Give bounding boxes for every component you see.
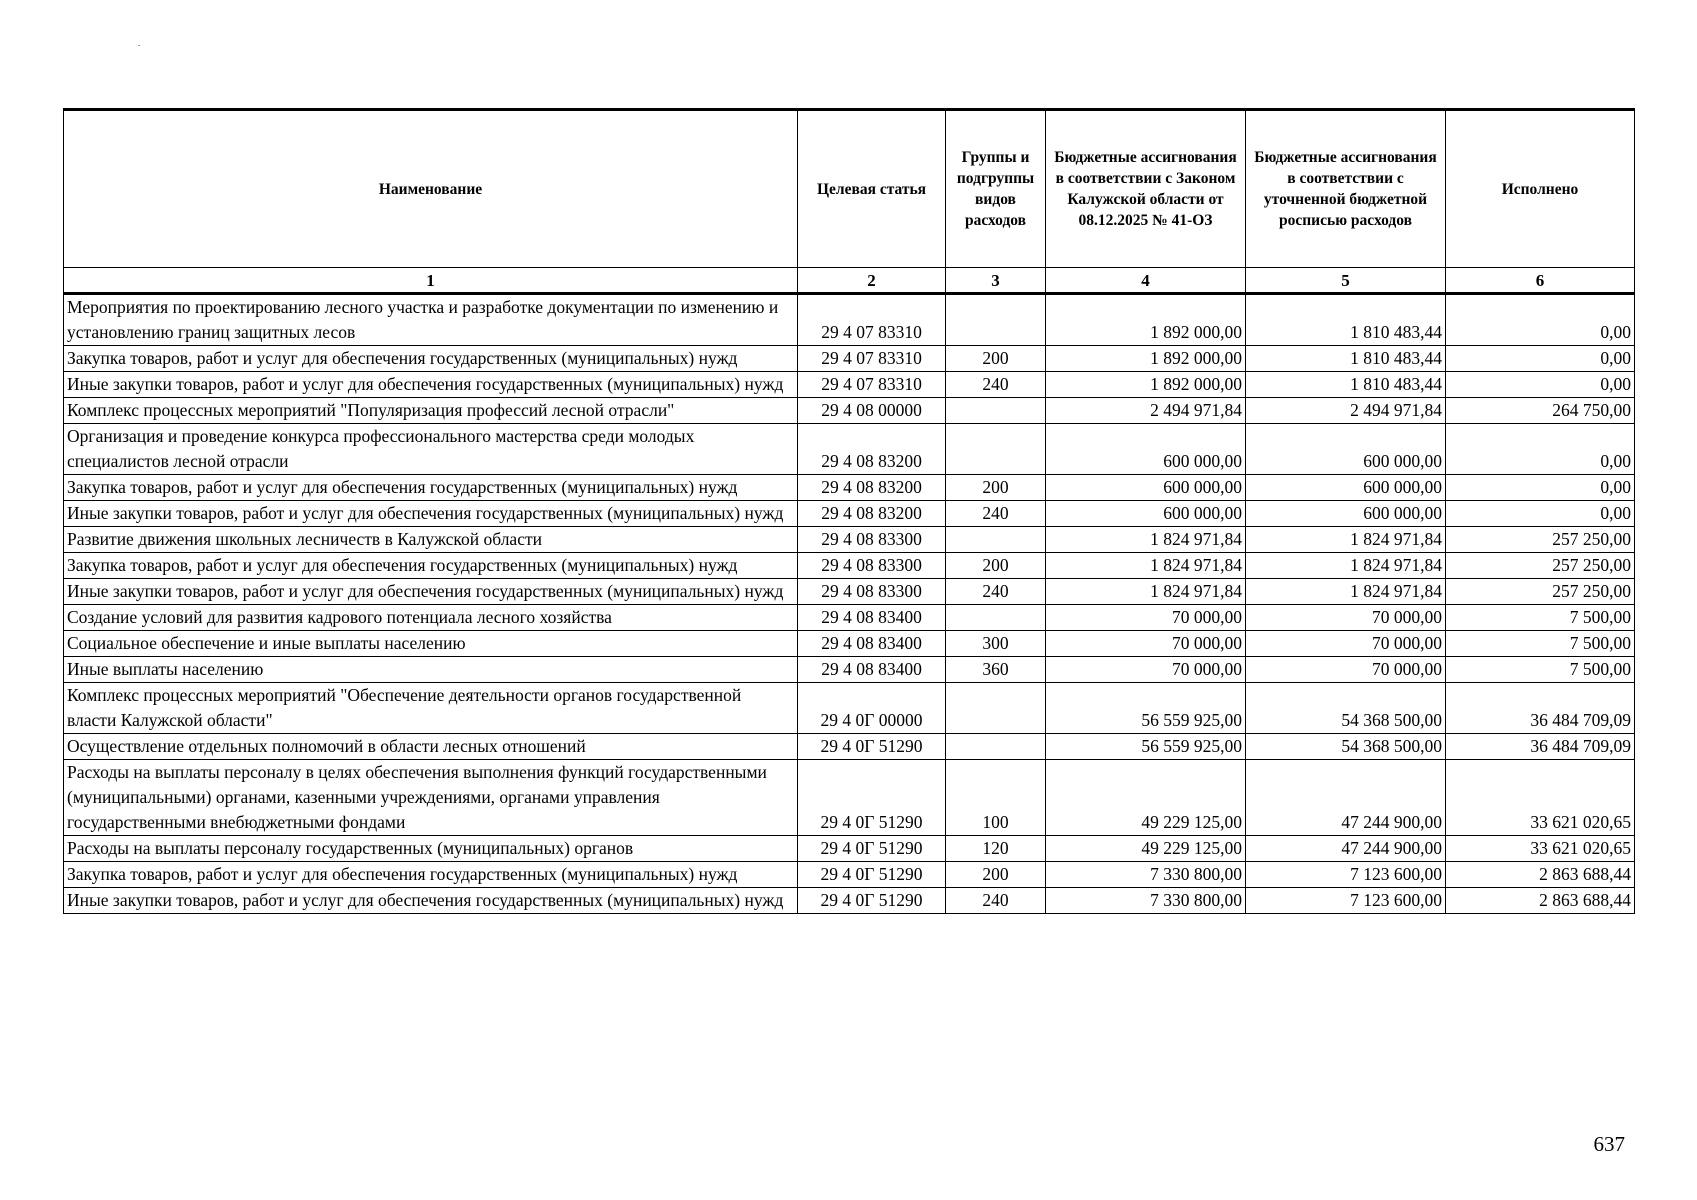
row-expense-group: 200 (946, 475, 1046, 501)
row-law-allocation: 2 494 971,84 (1046, 398, 1246, 424)
table-row (64, 760, 1635, 836)
row-law-allocation: 70 000,00 (1046, 657, 1246, 683)
row-expense-group: 240 (946, 372, 1046, 398)
table-row (64, 888, 1635, 914)
row-target-article: 29 4 0Г 51290 (798, 836, 946, 862)
table-row (64, 372, 1635, 398)
row-name: Мероприятия по проектированию лесного участка и разработке документации по изменению и установлению границ защитных лесов (64, 294, 798, 346)
row-expense-group: 200 (946, 862, 1046, 888)
page-number: 637 (1593, 1132, 1625, 1156)
row-executed: 33 621 020,65 (1446, 760, 1635, 836)
row-law-allocation: 600 000,00 (1046, 475, 1246, 501)
row-refined-allocation: 1 810 483,44 (1246, 346, 1446, 372)
header-expense-groups: Группы и подгруппы видов расходов (946, 110, 1046, 268)
column-number-row (64, 268, 1635, 294)
row-expense-group: 240 (946, 579, 1046, 605)
scan-speck (138, 45, 140, 46)
row-target-article: 29 4 08 83200 (798, 424, 946, 475)
row-refined-allocation: 47 244 900,00 (1246, 836, 1446, 862)
row-name: Иные закупки товаров, работ и услуг для обеспечения государственных (муниципальных) нужд (64, 888, 798, 914)
row-refined-allocation: 54 368 500,00 (1246, 683, 1446, 734)
row-target-article: 29 4 08 83400 (798, 657, 946, 683)
header-target-article: Целевая статья (798, 110, 946, 268)
row-target-article: 29 4 07 83310 (798, 294, 946, 346)
table-row (64, 346, 1635, 372)
table-row (64, 398, 1635, 424)
row-executed: 2 863 688,44 (1446, 862, 1635, 888)
row-expense-group (946, 605, 1046, 631)
row-target-article: 29 4 0Г 00000 (798, 683, 946, 734)
row-refined-allocation: 1 810 483,44 (1246, 294, 1446, 346)
row-name: Расходы на выплаты персоналу в целях обеспечения выполнения функций государственными (муниципальными) органами, казенными учреждениями, органами управления государственными внебюджетными фондами (64, 760, 798, 836)
row-law-allocation: 49 229 125,00 (1046, 836, 1246, 862)
table-row (64, 605, 1635, 631)
row-target-article: 29 4 08 83200 (798, 501, 946, 527)
row-executed: 0,00 (1446, 294, 1635, 346)
row-name: Организация и проведение конкурса профессионального мастерства среди молодых специалистов лесной отрасли (64, 424, 798, 475)
row-target-article: 29 4 08 83300 (798, 553, 946, 579)
row-executed: 2 863 688,44 (1446, 888, 1635, 914)
row-target-article: 29 4 0Г 51290 (798, 760, 946, 836)
row-executed: 257 250,00 (1446, 579, 1635, 605)
row-target-article: 29 4 08 83200 (798, 475, 946, 501)
row-executed: 33 621 020,65 (1446, 836, 1635, 862)
column-number: 5 (1246, 268, 1446, 294)
row-law-allocation: 1 824 971,84 (1046, 553, 1246, 579)
row-refined-allocation: 7 123 600,00 (1246, 862, 1446, 888)
table-row (64, 734, 1635, 760)
row-target-article: 29 4 08 83400 (798, 631, 946, 657)
row-refined-allocation: 1 810 483,44 (1246, 372, 1446, 398)
row-target-article: 29 4 08 83300 (798, 579, 946, 605)
row-expense-group: 200 (946, 346, 1046, 372)
row-expense-group (946, 527, 1046, 553)
column-number: 2 (798, 268, 946, 294)
row-name: Создание условий для развития кадрового потенциала лесного хозяйства (64, 605, 798, 631)
row-name: Закупка товаров, работ и услуг для обеспечения государственных (муниципальных) нужд (64, 553, 798, 579)
table-row (64, 475, 1635, 501)
table-row (64, 294, 1635, 346)
row-target-article: 29 4 0Г 51290 (798, 734, 946, 760)
row-target-article: 29 4 07 83310 (798, 372, 946, 398)
table-row (64, 836, 1635, 862)
row-name: Расходы на выплаты персоналу государственных (муниципальных) органов (64, 836, 798, 862)
column-number: 4 (1046, 268, 1246, 294)
row-target-article: 29 4 0Г 51290 (798, 888, 946, 914)
row-law-allocation: 600 000,00 (1046, 424, 1246, 475)
row-name: Иные закупки товаров, работ и услуг для обеспечения государственных (муниципальных) нужд (64, 579, 798, 605)
row-law-allocation: 7 330 800,00 (1046, 888, 1246, 914)
table-row (64, 579, 1635, 605)
table-row (64, 424, 1635, 475)
row-expense-group: 240 (946, 888, 1046, 914)
row-law-allocation: 70 000,00 (1046, 605, 1246, 631)
table-header-row (64, 110, 1635, 268)
row-name: Закупка товаров, работ и услуг для обеспечения государственных (муниципальных) нужд (64, 475, 798, 501)
row-expense-group (946, 424, 1046, 475)
row-refined-allocation: 54 368 500,00 (1246, 734, 1446, 760)
row-name: Иные выплаты населению (64, 657, 798, 683)
row-executed: 7 500,00 (1446, 657, 1635, 683)
row-expense-group (946, 294, 1046, 346)
row-law-allocation: 7 330 800,00 (1046, 862, 1246, 888)
table-row (64, 527, 1635, 553)
row-refined-allocation: 600 000,00 (1246, 501, 1446, 527)
budget-execution-table (63, 108, 1635, 914)
row-law-allocation: 1 892 000,00 (1046, 372, 1246, 398)
row-expense-group: 300 (946, 631, 1046, 657)
row-name: Социальное обеспечение и иные выплаты населению (64, 631, 798, 657)
table-row (64, 657, 1635, 683)
row-executed: 0,00 (1446, 372, 1635, 398)
row-executed: 0,00 (1446, 424, 1635, 475)
row-expense-group (946, 683, 1046, 734)
row-name: Закупка товаров, работ и услуг для обеспечения государственных (муниципальных) нужд (64, 862, 798, 888)
row-law-allocation: 56 559 925,00 (1046, 683, 1246, 734)
row-law-allocation: 49 229 125,00 (1046, 760, 1246, 836)
row-name: Иные закупки товаров, работ и услуг для обеспечения государственных (муниципальных) нужд (64, 501, 798, 527)
row-name: Иные закупки товаров, работ и услуг для обеспечения государственных (муниципальных) нужд (64, 372, 798, 398)
row-refined-allocation: 1 824 971,84 (1246, 553, 1446, 579)
row-law-allocation: 600 000,00 (1046, 501, 1246, 527)
column-number: 6 (1446, 268, 1635, 294)
table-row (64, 683, 1635, 734)
table-row (64, 553, 1635, 579)
row-name: Осуществление отдельных полномочий в области лесных отношений (64, 734, 798, 760)
row-executed: 7 500,00 (1446, 605, 1635, 631)
row-law-allocation: 70 000,00 (1046, 631, 1246, 657)
row-target-article: 29 4 08 00000 (798, 398, 946, 424)
row-refined-allocation: 2 494 971,84 (1246, 398, 1446, 424)
table-row (64, 501, 1635, 527)
row-law-allocation: 1 824 971,84 (1046, 579, 1246, 605)
row-law-allocation: 1 892 000,00 (1046, 346, 1246, 372)
row-refined-allocation: 600 000,00 (1246, 424, 1446, 475)
row-refined-allocation: 1 824 971,84 (1246, 579, 1446, 605)
row-expense-group (946, 734, 1046, 760)
row-executed: 36 484 709,09 (1446, 683, 1635, 734)
row-executed: 0,00 (1446, 501, 1635, 527)
row-refined-allocation: 600 000,00 (1246, 475, 1446, 501)
row-expense-group: 200 (946, 553, 1046, 579)
row-law-allocation: 1 824 971,84 (1046, 527, 1246, 553)
row-refined-allocation: 70 000,00 (1246, 605, 1446, 631)
row-name: Закупка товаров, работ и услуг для обеспечения государственных (муниципальных) нужд (64, 346, 798, 372)
row-executed: 257 250,00 (1446, 553, 1635, 579)
row-refined-allocation: 1 824 971,84 (1246, 527, 1446, 553)
row-target-article: 29 4 07 83310 (798, 346, 946, 372)
row-refined-allocation: 47 244 900,00 (1246, 760, 1446, 836)
row-executed: 7 500,00 (1446, 631, 1635, 657)
row-expense-group (946, 398, 1046, 424)
column-number: 3 (946, 268, 1046, 294)
row-law-allocation: 1 892 000,00 (1046, 294, 1246, 346)
row-name: Развитие движения школьных лесничеств в Калужской области (64, 527, 798, 553)
header-refined-allocations: Бюджетные ассигнования в соответствии с уточненной бюджетной росписью расходов (1246, 110, 1446, 268)
row-executed: 0,00 (1446, 346, 1635, 372)
row-executed: 0,00 (1446, 475, 1635, 501)
row-name: Комплекс процессных мероприятий "Популяризация профессий лесной отрасли" (64, 398, 798, 424)
row-executed: 264 750,00 (1446, 398, 1635, 424)
row-target-article: 29 4 08 83400 (798, 605, 946, 631)
row-refined-allocation: 70 000,00 (1246, 657, 1446, 683)
table-body (64, 294, 1635, 914)
column-number: 1 (64, 268, 798, 294)
row-expense-group: 120 (946, 836, 1046, 862)
table-row (64, 631, 1635, 657)
row-refined-allocation: 7 123 600,00 (1246, 888, 1446, 914)
row-executed: 257 250,00 (1446, 527, 1635, 553)
row-expense-group: 360 (946, 657, 1046, 683)
row-refined-allocation: 70 000,00 (1246, 631, 1446, 657)
row-expense-group: 100 (946, 760, 1046, 836)
header-law-allocations: Бюджетные ассигнования в соответствии с Законом Калужской области от 08.12.2025 № 41-ОЗ (1046, 110, 1246, 268)
row-target-article: 29 4 0Г 51290 (798, 862, 946, 888)
row-expense-group: 240 (946, 501, 1046, 527)
header-executed: Исполнено (1446, 110, 1635, 268)
row-name: Комплекс процессных мероприятий "Обеспечение деятельности органов государственной власти Калужской области" (64, 683, 798, 734)
table-row (64, 862, 1635, 888)
row-target-article: 29 4 08 83300 (798, 527, 946, 553)
row-executed: 36 484 709,09 (1446, 734, 1635, 760)
header-name: Наименование (64, 110, 798, 268)
row-law-allocation: 56 559 925,00 (1046, 734, 1246, 760)
